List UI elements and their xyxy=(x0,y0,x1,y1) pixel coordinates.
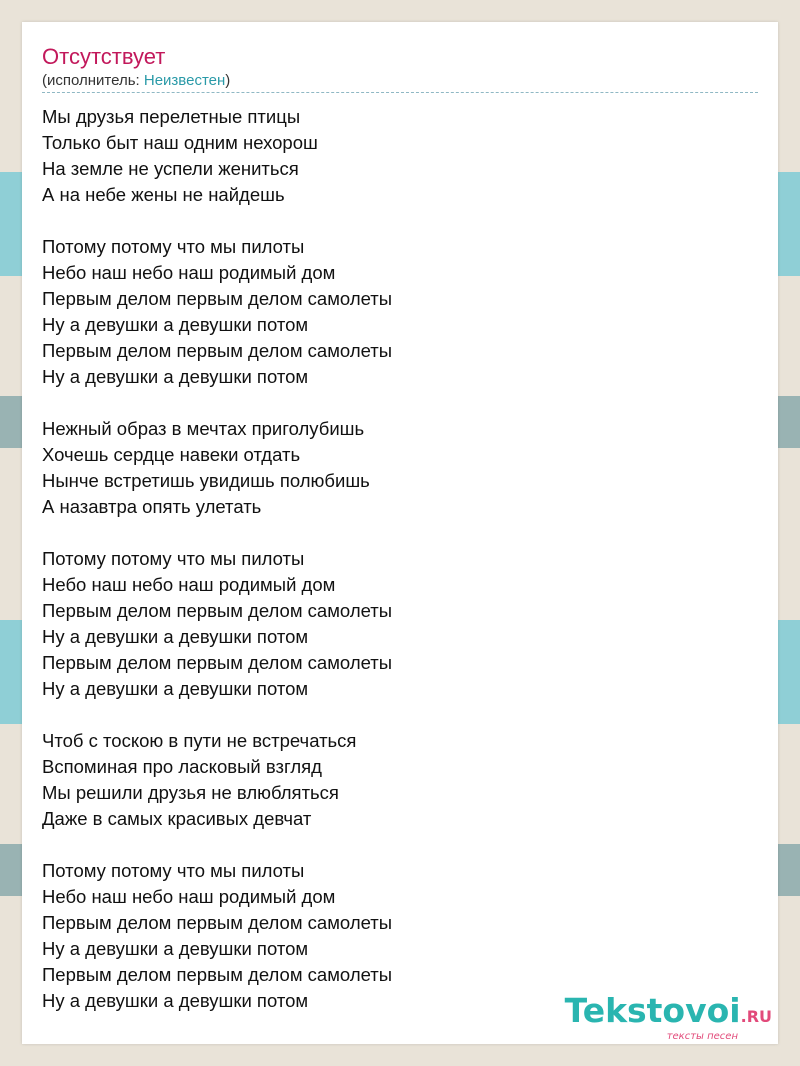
logo-name: Tekstovoi xyxy=(564,991,741,1030)
lyric-line: Потому потому что мы пилоты xyxy=(42,548,305,569)
lyric-line: Небо наш небо наш родимый дом xyxy=(42,262,336,283)
lyric-line: Потому потому что мы пилоты xyxy=(42,236,305,257)
stanza-gap xyxy=(42,208,742,234)
lyric-line: Даже в самых красивых девчат xyxy=(42,808,312,829)
lyric-line: Ну а девушки а девушки потом xyxy=(42,314,309,335)
lyric-line: А назавтра опять улетать xyxy=(42,496,262,517)
lyric-line: Мы решили друзья не влюбляться xyxy=(42,782,339,803)
title-divider xyxy=(42,92,758,93)
lyric-line: Нежный образ в мечтах приголубишь xyxy=(42,418,365,439)
logo-tagline: тексты песен xyxy=(666,1031,738,1042)
lyric-line: Первым делом первым делом самолеты xyxy=(42,964,393,985)
lyric-line: Вспоминая про ласковый взгляд xyxy=(42,756,322,777)
lyric-line: Хочешь сердце навеки отдать xyxy=(42,444,301,465)
artist-line xyxy=(42,72,230,90)
lyric-line: Чтоб с тоскою в пути не встречаться xyxy=(42,730,357,751)
lyric-line: Первым делом первым делом самолеты xyxy=(42,340,393,361)
lyric-line: Ну а девушки а девушки потом xyxy=(42,626,309,647)
artist-suffix: ) xyxy=(225,72,231,89)
lyric-line: Небо наш небо наш родимый дом xyxy=(42,886,336,907)
artist-prefix: (исполнитель: xyxy=(42,72,144,89)
artist-link[interactable]: Неизвестен xyxy=(143,72,226,89)
song-title: Отсутствует xyxy=(42,44,166,69)
lyric-line: Ну а девушки а девушки потом xyxy=(42,366,309,387)
stanza-gap xyxy=(42,520,742,546)
lyric-line: Нынче встретишь увидишь полюбишь xyxy=(42,470,370,491)
lyric-line: Первым делом первым делом самолеты xyxy=(42,912,393,933)
lyrics-card xyxy=(22,22,778,1044)
stanza-gap xyxy=(42,702,742,728)
lyric-line: Только быт наш одним нехорош xyxy=(42,132,318,153)
lyric-line: Ну а девушки а девушки потом xyxy=(42,938,309,959)
logo-tld: .RU xyxy=(740,1007,772,1026)
lyric-line: Ну а девушки а девушки потом xyxy=(42,678,309,699)
lyric-line: Первым делом первым делом самолеты xyxy=(42,288,393,309)
lyric-line: Потому потому что мы пилоты xyxy=(42,860,305,881)
lyric-line: Мы друзья перелетные птицы xyxy=(42,106,301,127)
lyric-line: Первым делом первым делом самолеты xyxy=(42,652,393,673)
lyric-line: На земле не успели жениться xyxy=(42,158,299,179)
stanza-gap xyxy=(42,832,742,858)
lyric-line: Ну а девушки а девушки потом xyxy=(42,990,309,1011)
lyric-line: Первым делом первым делом самолеты xyxy=(42,600,393,621)
stanza-gap xyxy=(42,390,742,416)
lyric-line: А на небе жены не найдешь xyxy=(42,184,285,205)
lyric-line: Небо наш небо наш родимый дом xyxy=(42,574,336,595)
site-logo[interactable] xyxy=(565,993,772,1042)
lyrics-text xyxy=(42,104,742,1014)
